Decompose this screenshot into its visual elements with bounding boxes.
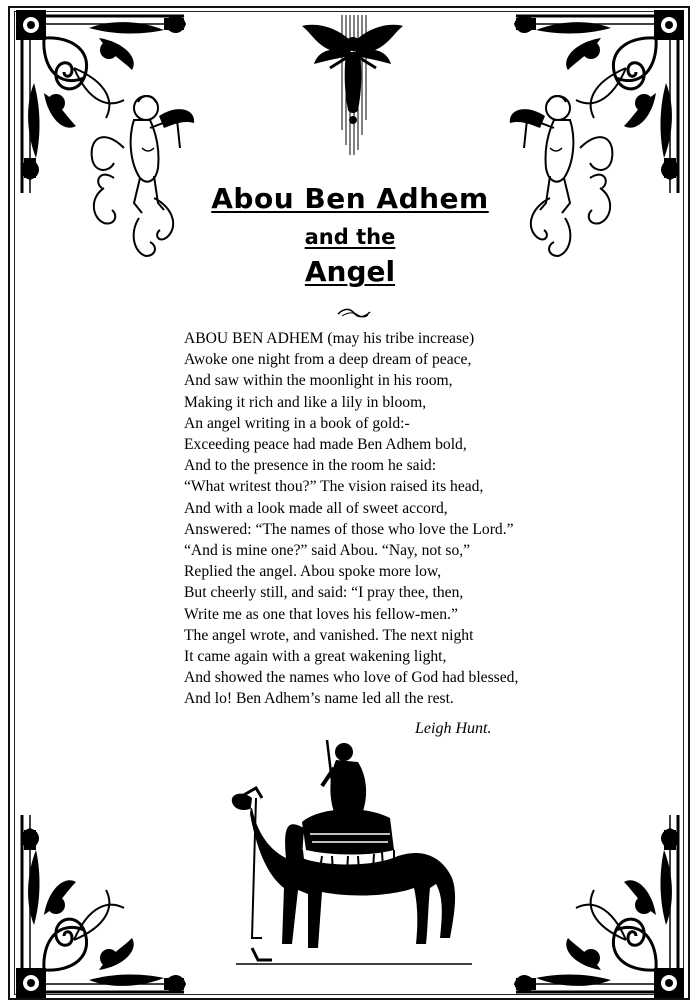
poem-line: And saw within the moonlight in his room, [184, 372, 453, 390]
poem-line: Making it rich and like a lily in bloom, [184, 393, 427, 411]
corner-ornament-icon [14, 810, 189, 1000]
title-line-1: Abou Ben Adhem [211, 182, 489, 215]
poem-line: “What writest thou?” The vision raised its head, [184, 478, 484, 496]
poem-line: And to the presence in the room he said: [184, 457, 437, 475]
flourish-icon [336, 306, 372, 320]
poem-line: Write me as one that loves his fellow-men.” [184, 605, 458, 623]
poem-line: Awoke one night from a deep dream of peace, [184, 351, 472, 369]
poem-line: But cheerly still, and said: “I pray thee, then, [184, 584, 464, 602]
poem-line: ABOU BEN ADHEM (may his tribe increase) [184, 330, 475, 347]
poem-line: “And is mine one?” said Abou. “Nay, not so,” [184, 542, 471, 560]
poem-line: The angel wrote, and vanished. The next night [184, 626, 474, 644]
title-line-3: Angel [304, 255, 396, 288]
author-signature: Leigh Hunt. [415, 720, 492, 737]
poem-line: Exceeding peace had made Ben Adhem bold, [184, 436, 467, 454]
poem-line: Replied the angel. Abou spoke more low, [184, 563, 442, 581]
winged-angel-icon [300, 10, 405, 160]
title-line-2: and the [304, 225, 396, 249]
corner-ornament-icon [511, 810, 686, 1000]
poem-line: Answered: “The names of those who love the Lord.” [184, 520, 514, 538]
poem-line: It came again with a great wakening light, [184, 648, 447, 666]
poem-line: And showed the names who love of God had blessed, [184, 669, 519, 687]
poem-line: And with a look made all of sweet accord, [184, 499, 448, 517]
poem-body [184, 328, 604, 710]
poem-line: An angel writing in a book of gold:- [184, 414, 410, 432]
poem-line: And lo! Ben Adhem’s name led all the rest. [184, 690, 454, 708]
camel-rider-icon [222, 738, 482, 970]
